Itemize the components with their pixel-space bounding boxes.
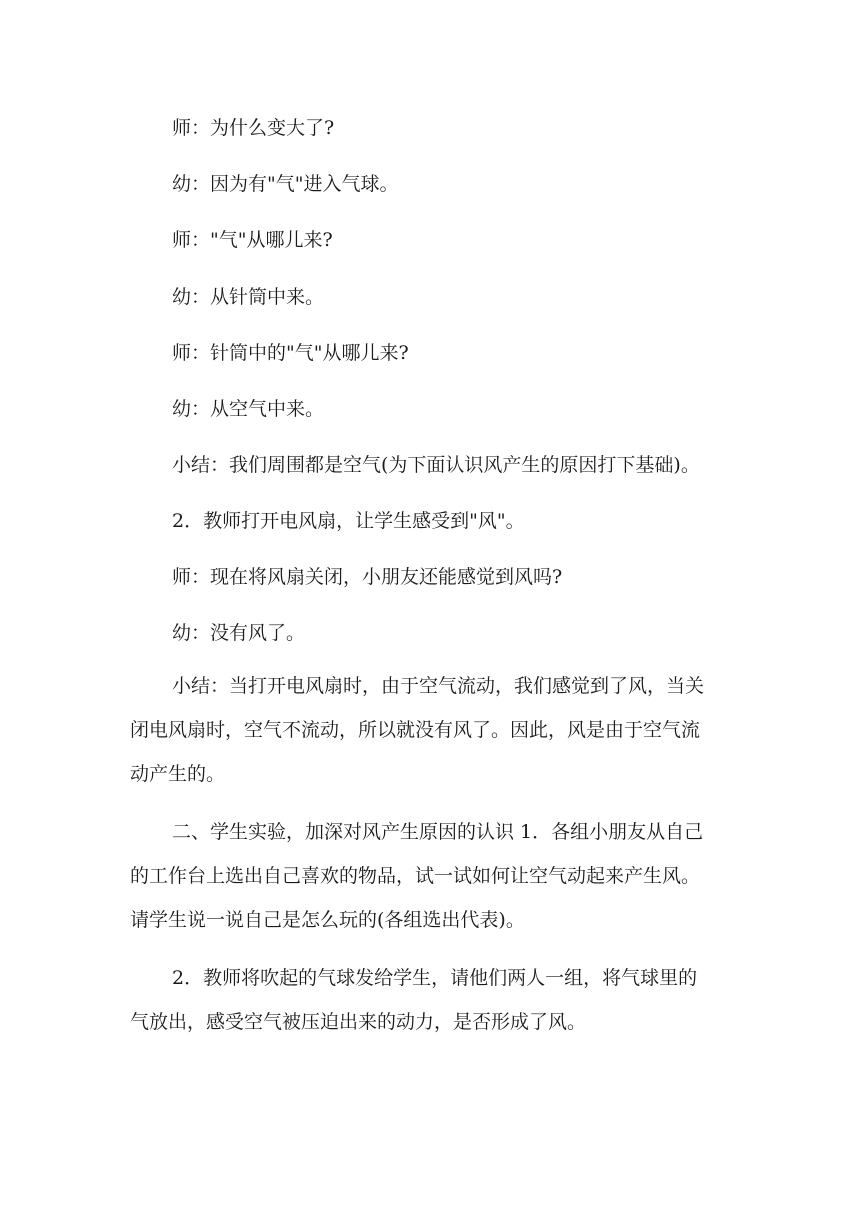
dialogue-line-2: 幼：因为有"气"进入气球。 <box>172 173 399 195</box>
summary-paragraph <box>130 664 730 796</box>
experiment-paragraph-line-3: 请学生说一说自己是怎么玩的(各组选出代表)。 <box>130 909 525 931</box>
summary-paragraph-line-2: 闭电风扇时，空气不流动，所以就没有风了。因此，风是由于空气流 <box>130 719 701 741</box>
balloon-paragraph-line-2: 气放出，感受空气被压迫出来的动力，是否形成了风。 <box>130 1011 587 1033</box>
experiment-paragraph-line-2: 的工作台上选出自己喜欢的物品，试一试如何让空气动起来产生风。 <box>130 865 701 887</box>
dialogue-line-1: 师：为什么变大了? <box>172 117 335 139</box>
dialogue-line-6: 幼：从空气中来。 <box>172 398 325 420</box>
summary-line-1: 小结：我们周围都是空气(为下面认识风产生的原因打下基础)。 <box>172 454 700 476</box>
experiment-paragraph <box>130 810 730 942</box>
dialogue-line-8: 幼：没有风了。 <box>172 622 306 644</box>
summary-paragraph-line-1: 小结：当打开电风扇时，由于空气流动，我们感觉到了风，当关 <box>172 675 705 697</box>
balloon-paragraph <box>130 956 730 1044</box>
dialogue-line-4: 幼：从针筒中来。 <box>172 286 325 308</box>
dialogue-line-5: 师：针筒中的"气"从哪儿来? <box>172 342 409 364</box>
step-2-heading: 2．教师打开电风扇，让学生感受到"风"。 <box>172 510 525 532</box>
dialogue-line-7: 师：现在将风扇关闭，小朋友还能感觉到风吗? <box>172 566 563 588</box>
experiment-paragraph-line-1: 二、学生实验，加深对风产生原因的认识 1．各组小朋友从自己 <box>172 821 704 843</box>
summary-paragraph-line-3: 动产生的。 <box>130 763 226 785</box>
balloon-paragraph-line-1: 2．教师将吹起的气球发给学生，请他们两人一组，将气球里的 <box>172 967 698 989</box>
dialogue-line-3: 师："气"从哪儿来? <box>172 229 333 251</box>
